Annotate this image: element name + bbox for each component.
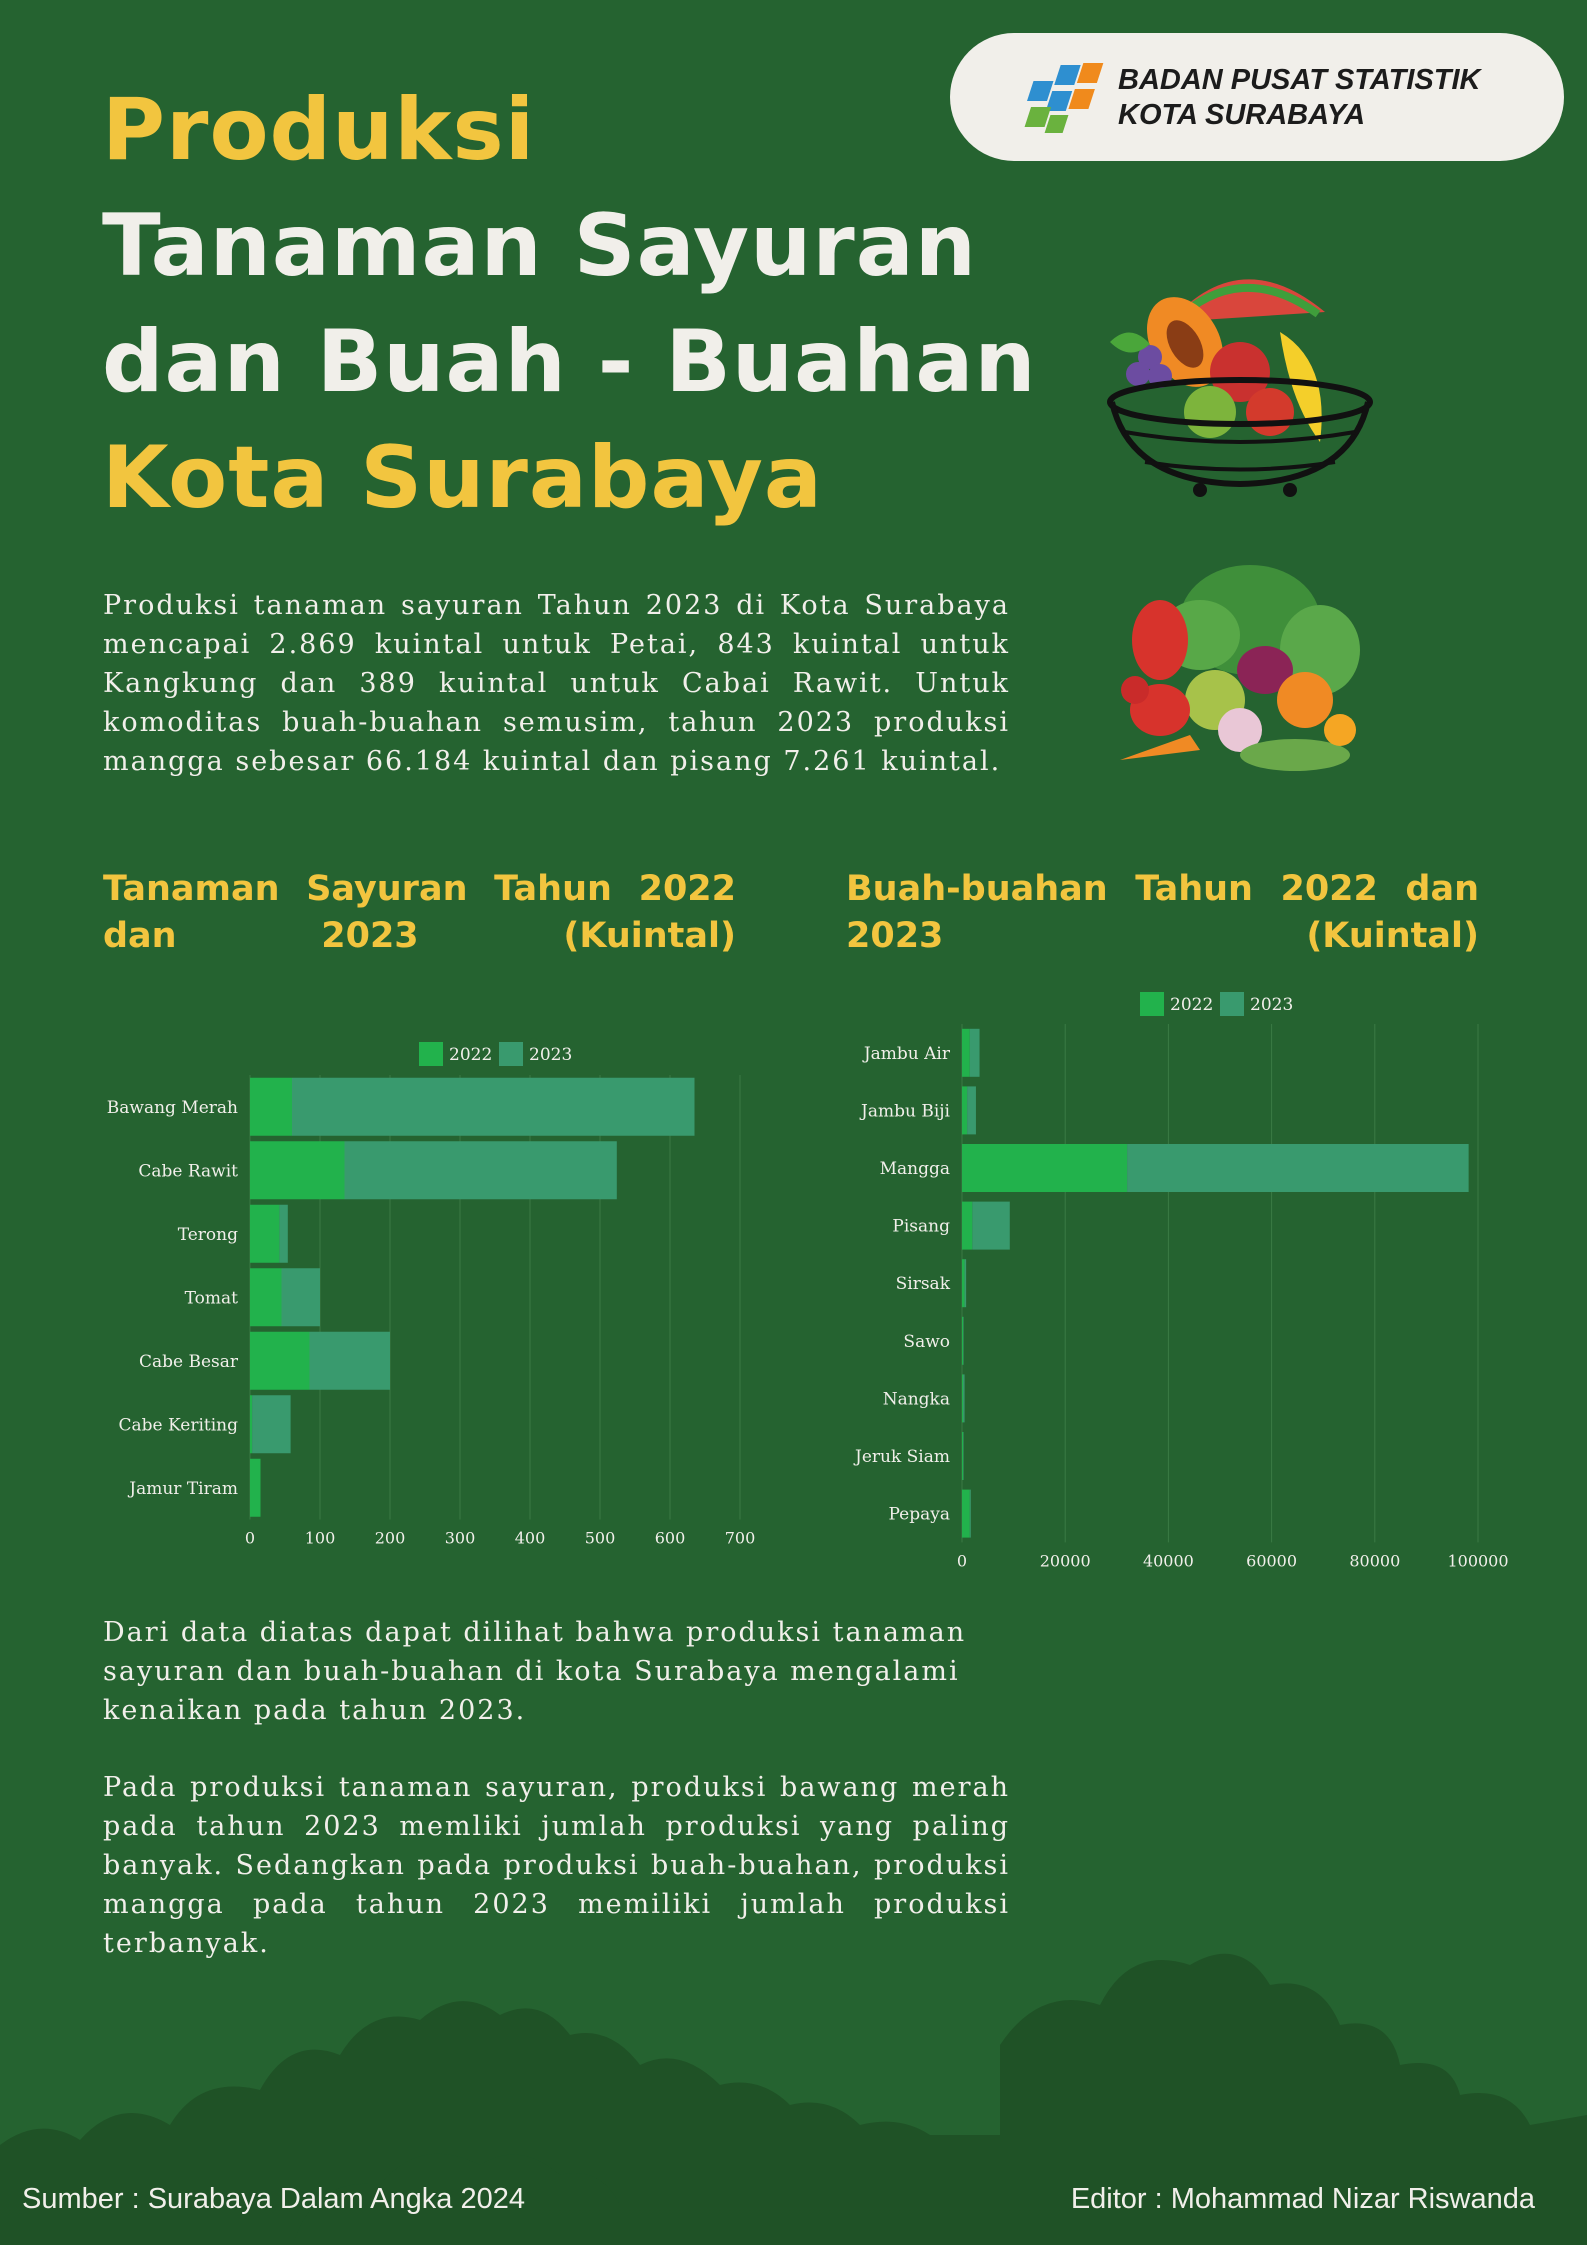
bar-2022 xyxy=(962,1432,963,1480)
legend-label-2022: 2022 xyxy=(1170,995,1214,1015)
category-label: Nangka xyxy=(882,1389,950,1410)
bar-2023 xyxy=(310,1332,391,1390)
bps-logo-icon xyxy=(1016,61,1112,135)
bar-2022 xyxy=(962,1374,963,1422)
category-label: Cabe Besar xyxy=(138,1351,238,1372)
legend-swatch-2022 xyxy=(419,1042,443,1066)
category-label: Jambu Biji xyxy=(861,1101,950,1122)
footer-editor: Editor : Mohammad Nizar Riswanda xyxy=(1070,2183,1535,2215)
legend-swatch-2022 xyxy=(1140,992,1164,1016)
bar-2023 xyxy=(970,1029,980,1077)
title-line-1: Produksi xyxy=(102,80,536,180)
title-line-3: dan Buah - Buahan xyxy=(102,312,1037,412)
bar-2023 xyxy=(292,1078,695,1136)
bar-2022 xyxy=(962,1029,970,1077)
category-label: Cabe Keriting xyxy=(118,1415,238,1436)
x-tick-label: 60000 xyxy=(1246,1551,1298,1571)
bar-2023 xyxy=(252,1395,291,1453)
x-tick-label: 300 xyxy=(444,1528,476,1548)
bar-2023 xyxy=(279,1205,287,1263)
category-label: Terong xyxy=(177,1224,238,1245)
logo-line-1: BADAN PUSAT STATISTIK xyxy=(1118,64,1481,96)
title-line-4: Kota Surabaya xyxy=(102,428,823,528)
bar-2022 xyxy=(962,1086,967,1134)
bar-2022 xyxy=(962,1259,965,1307)
category-label: Bawang Merah xyxy=(106,1097,238,1118)
vegetables-icon xyxy=(1090,560,1390,790)
category-label: Jamur Tiram xyxy=(129,1478,238,1499)
bar-2022 xyxy=(250,1459,261,1517)
category-label: Jambu Air xyxy=(863,1043,950,1064)
footer-source: Sumber : Surabaya Dalam Angka 2024 xyxy=(22,2183,525,2215)
x-tick-label: 400 xyxy=(514,1528,546,1548)
conclusion-paragraph-2: Pada produksi tanaman sayuran, produksi bawang merah pada tahun 2023 memliki jumlah produksi yang paling banyak. Sedangkan pada produksi buah-buahan, produksi mangga pada tahun 2023 memiliki jumlah produksi terbanyak. xyxy=(103,1772,1010,1959)
category-label: Jeruk Siam xyxy=(855,1447,950,1467)
title-line-2: Tanaman Sayuran xyxy=(102,196,977,296)
bar-2022 xyxy=(962,1144,1127,1192)
x-tick-label: 100 xyxy=(304,1528,336,1548)
category-label: Pepaya xyxy=(888,1504,950,1525)
category-label: Sawo xyxy=(903,1331,950,1352)
x-tick-label: 200 xyxy=(374,1528,406,1548)
bar-2022 xyxy=(250,1078,292,1136)
bar-2022 xyxy=(250,1395,252,1453)
bar-2023 xyxy=(972,1202,1009,1250)
x-tick-label: 20000 xyxy=(1039,1551,1091,1571)
x-tick-label: 500 xyxy=(584,1528,616,1548)
bar-2022 xyxy=(250,1141,345,1199)
vegetable-chart-title: Tanaman Sayuran Tahun 2022 dan 2023 (Kuintal) xyxy=(103,869,736,956)
bar-2022 xyxy=(962,1490,970,1538)
x-tick-label: 80000 xyxy=(1349,1551,1401,1571)
category-label: Tomat xyxy=(184,1288,238,1309)
x-tick-label: 600 xyxy=(654,1528,686,1548)
x-tick-label: 100000 xyxy=(1447,1551,1509,1571)
x-tick-label: 0 xyxy=(244,1528,256,1548)
bar-2023 xyxy=(963,1317,964,1365)
bar-2023 xyxy=(345,1141,617,1199)
legend-label-2023: 2023 xyxy=(1250,995,1294,1015)
x-tick-label: 40000 xyxy=(1142,1551,1194,1571)
bar-2023 xyxy=(963,1374,965,1422)
logo-line-2: KOTA SURABAYA xyxy=(1118,99,1366,131)
bar-2022 xyxy=(250,1205,279,1263)
bar-2022 xyxy=(962,1202,972,1250)
page-title xyxy=(102,72,1037,536)
bar-2022 xyxy=(962,1317,963,1365)
fruit-production-chart xyxy=(800,970,1580,1570)
category-label: Cabe Rawit xyxy=(138,1161,238,1182)
fruit-chart-title: Buah-buahan Tahun 2022 dan 2023 (Kuintal) xyxy=(846,869,1479,956)
bar-2023 xyxy=(970,1490,971,1538)
bar-2023 xyxy=(282,1268,321,1326)
legend-label-2022: 2022 xyxy=(449,1045,493,1065)
bar-2022 xyxy=(250,1268,282,1326)
intro-paragraph: Produksi tanaman sayuran Tahun 2023 di Kota Surabaya mencapai 2.869 kuintal untuk Petai, 843 kuintal untuk Kangkung dan 389 kuintal untuk Cabai Rawit. Untuk komoditas buah-buahan semusim, tahun 2023 produksi mangga sebesar 66.184 kuintal dan pisang 7.261 kuintal. xyxy=(103,590,1010,777)
bar-2023 xyxy=(965,1259,967,1307)
fruit-basket-icon xyxy=(1090,252,1390,502)
vegetable-production-chart xyxy=(60,1000,760,1548)
legend-swatch-2023 xyxy=(1220,992,1244,1016)
legend-label-2023: 2023 xyxy=(529,1045,573,1065)
conclusion-paragraph-1: Dari data diatas dapat dilihat bahwa produksi tanaman sayuran dan buah-buahan di kota Surabaya mengalami kenaikan pada tahun 2023. xyxy=(103,1617,967,1726)
legend-swatch-2023 xyxy=(499,1042,523,1066)
bar-2022 xyxy=(250,1332,310,1390)
x-tick-label: 0 xyxy=(956,1551,968,1571)
bar-2023 xyxy=(967,1086,976,1134)
bar-2023 xyxy=(1127,1144,1469,1192)
category-label: Pisang xyxy=(892,1216,950,1237)
category-label: Mangga xyxy=(879,1159,950,1179)
bps-logo-badge xyxy=(950,33,1564,161)
x-tick-label: 700 xyxy=(724,1528,756,1548)
bps-logo-text xyxy=(1118,63,1481,133)
category-label: Sirsak xyxy=(895,1274,950,1295)
bar-2023 xyxy=(963,1432,964,1480)
